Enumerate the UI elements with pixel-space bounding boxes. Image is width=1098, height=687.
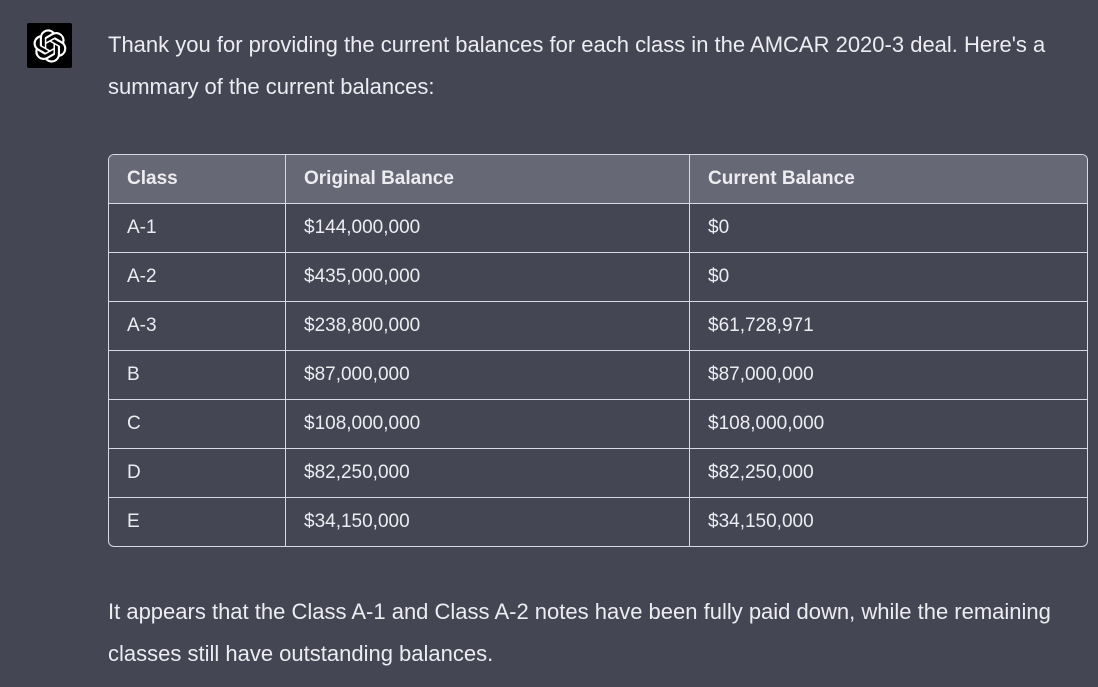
table-row — [109, 302, 1087, 351]
table-row — [109, 449, 1087, 498]
cell-class: D — [109, 449, 286, 498]
cell-current-balance: $87,000,000 — [690, 351, 1087, 400]
cell-class: A-1 — [109, 204, 286, 253]
cell-class: E — [109, 498, 286, 546]
header-current-balance: Current Balance — [690, 155, 1087, 204]
balances-table — [108, 154, 1088, 547]
assistant-avatar — [27, 23, 72, 68]
cell-current-balance: $108,000,000 — [690, 400, 1087, 449]
table-row — [109, 351, 1087, 400]
cell-current-balance: $34,150,000 — [708, 511, 814, 532]
cell-class: C — [109, 400, 286, 449]
cell-original-balance: $82,250,000 — [286, 449, 690, 498]
cell-original-balance: $238,800,000 — [286, 302, 690, 351]
header-class: Class — [109, 155, 286, 204]
cell-current-balance: $61,728,971 — [690, 302, 1087, 351]
table-row — [109, 253, 1087, 302]
cell-class: B — [109, 351, 286, 400]
cell-current-balance: $82,250,000 — [690, 449, 1087, 498]
openai-logo-icon — [33, 29, 67, 63]
cell-current-balance: $0 — [690, 253, 1087, 302]
table-row — [109, 204, 1087, 253]
message-content — [108, 24, 1088, 675]
cell-original-balance: $34,150,000 — [286, 498, 690, 546]
cell-class: A-3 — [109, 302, 286, 351]
cell-class: A-2 — [109, 253, 286, 302]
header-original-balance: Original Balance — [286, 155, 690, 204]
conclusion-paragraph: It appears that the Class A-1 and Class A-2 notes have been fully paid down, while the remaining classes still have outstanding balances. — [108, 599, 1051, 666]
table-header-row — [109, 155, 1087, 204]
cell-original-balance: $435,000,000 — [286, 253, 690, 302]
cell-original-balance: $108,000,000 — [286, 400, 690, 449]
cell-original-balance: $144,000,000 — [286, 204, 690, 253]
table-row — [109, 498, 1087, 546]
table-row — [109, 400, 1087, 449]
intro-paragraph: Thank you for providing the current balances for each class in the AMCAR 2020-3 deal. Here's a summary of the current balances: — [108, 32, 1046, 99]
cell-original-balance: $87,000,000 — [286, 351, 690, 400]
cell-current-balance: $0 — [690, 204, 1087, 253]
